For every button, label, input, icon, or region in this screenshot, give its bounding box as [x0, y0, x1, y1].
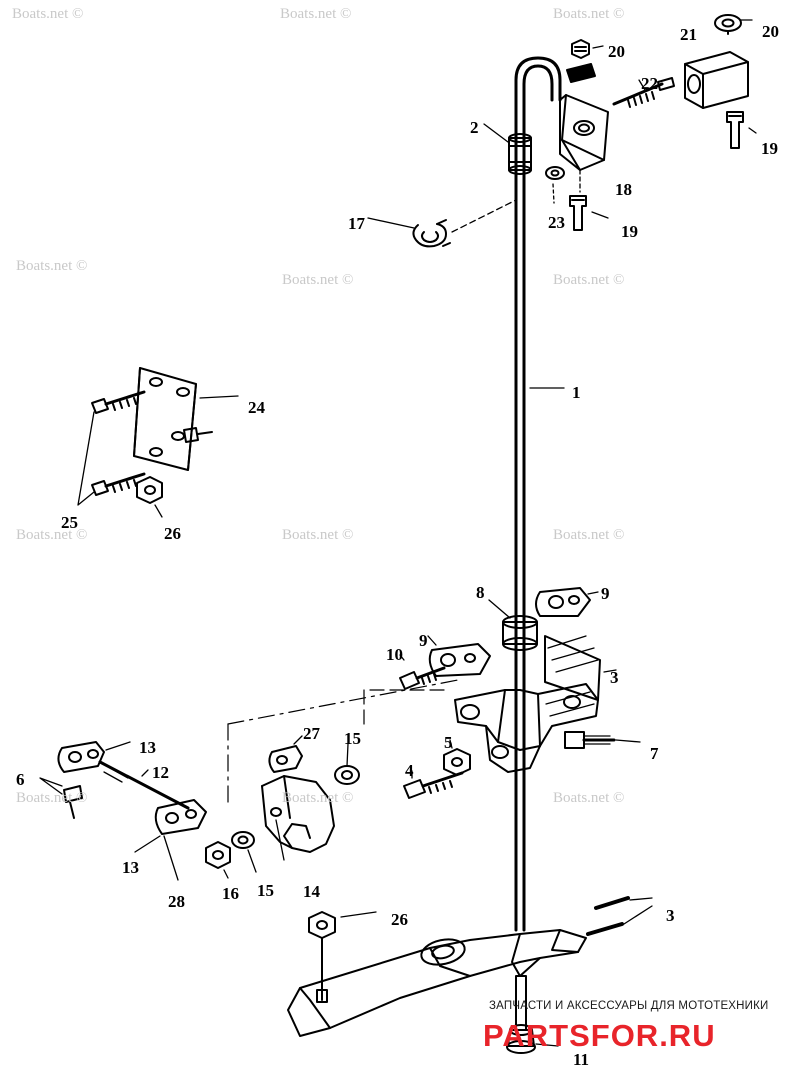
callout-number-19b: 19 [621, 222, 638, 241]
callout-number-11: 11 [573, 1050, 590, 1069]
watermark: Boats.net © [282, 272, 354, 288]
watermark: Boats.net © [553, 790, 625, 806]
callout-number-22: 22 [641, 74, 658, 93]
watermark: Boats.net © [553, 6, 625, 22]
watermark: Boats.net © [280, 6, 352, 22]
callout-number-5: 5 [444, 733, 453, 752]
callout-number-6: 6 [16, 770, 25, 789]
callout-number-1: 1 [572, 383, 581, 402]
callout-number-9b: 9 [419, 631, 428, 650]
callout-number-3: 3 [610, 668, 619, 687]
callout-number-23: 23 [548, 213, 565, 232]
callout-number-20b: 20 [762, 22, 779, 41]
callout-number-26b: 26 [391, 910, 408, 929]
callout-number-7: 7 [650, 744, 659, 763]
callout-number-13: 13 [139, 738, 156, 757]
callout-number-2: 2 [470, 118, 479, 137]
watermark: Boats.net © [282, 790, 354, 806]
callout-number-3b: 3 [666, 906, 675, 925]
callout-number-24: 24 [248, 398, 265, 417]
callout-number-16: 16 [222, 884, 239, 903]
callout-number-18: 18 [615, 180, 632, 199]
watermark: Boats.net © [16, 527, 88, 543]
callout-number-8: 8 [476, 583, 485, 602]
callout-number-27: 27 [303, 724, 320, 743]
callout-number-9: 9 [601, 584, 610, 603]
footer-tagline: ЗАПЧАСТИ И АКСЕССУАРЫ ДЛЯ МОТОТЕХНИКИ [489, 1000, 769, 1012]
callout-number-26: 26 [164, 524, 181, 543]
callout-number-13b: 13 [122, 858, 139, 877]
watermark: Boats.net © [553, 272, 625, 288]
callout-number-15b: 15 [257, 881, 274, 900]
callout-number-20: 20 [608, 42, 625, 61]
callout-number-14: 14 [303, 882, 320, 901]
callout-number-19: 19 [761, 139, 778, 158]
callout-number-10: 10 [386, 645, 403, 664]
watermark: Boats.net © [282, 527, 354, 543]
watermark: Boats.net © [553, 527, 625, 543]
footer-brand: PARTSFOR.RU [483, 1018, 716, 1053]
callout-number-17: 17 [348, 214, 365, 233]
callout-number-21: 21 [680, 25, 697, 44]
callout-number-4: 4 [405, 761, 414, 780]
watermark: Boats.net © [16, 790, 88, 806]
watermark: Boats.net © [12, 6, 84, 22]
watermark: Boats.net © [16, 258, 88, 274]
callout-number-12: 12 [152, 763, 169, 782]
callout-number-15: 15 [344, 729, 361, 748]
callout-number-28: 28 [168, 892, 185, 911]
callout-number-25: 25 [61, 513, 78, 532]
